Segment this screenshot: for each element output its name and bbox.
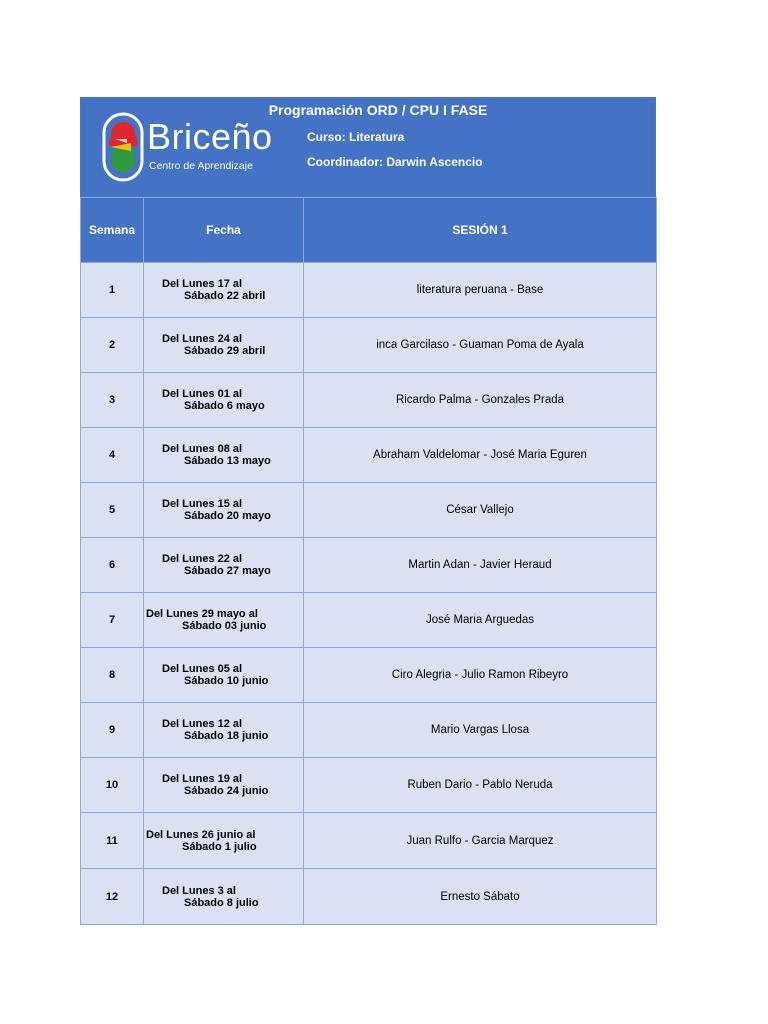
session-topic: Ciro Alegria - Julio Ramon Ribeyro	[304, 648, 657, 703]
week-number: 4	[81, 428, 144, 483]
column-header-sesion: SESIÓN 1	[304, 198, 657, 263]
table-row	[81, 483, 657, 538]
logo-wordmark: Briceño	[147, 116, 273, 157]
session-topic: Ernesto Sábato	[304, 869, 657, 925]
date-end: Sábado 24 junio	[184, 785, 269, 797]
week-number: 10	[81, 758, 144, 813]
session-topic: Mario Vargas Llosa	[304, 703, 657, 758]
week-number: 8	[81, 648, 144, 703]
week-number: 6	[81, 538, 144, 593]
page-title: Programación ORD / CPU I FASE	[268, 102, 488, 118]
date-end: Sábado 22 abril	[184, 290, 266, 302]
table-row	[81, 869, 657, 925]
session-topic: Ruben Dario - Pablo Neruda	[304, 758, 657, 813]
date-end: Sábado 6 mayo	[184, 400, 265, 412]
date-start: Del Lunes 24 al	[162, 333, 243, 345]
date-start: Del Lunes 22 al	[162, 553, 243, 565]
session-topic: José Maria Arguedas	[304, 593, 657, 648]
date-end: Sábado 18 junio	[184, 730, 269, 742]
table-row	[81, 373, 657, 428]
schedule-sheet	[80, 97, 656, 925]
session-topic: inca Garcilaso - Guaman Poma de Ayala	[304, 318, 657, 373]
week-number: 1	[81, 263, 144, 318]
column-header-fecha: Fecha	[144, 198, 304, 263]
table-row	[81, 758, 657, 813]
session-topic: Juan Rulfo - Garcia Marquez	[304, 813, 657, 869]
logo-subtitle: Centro de Aprendizaje	[149, 160, 253, 172]
date-start: Del Lunes 15 al	[162, 498, 243, 510]
date-start: Del Lunes 3 al	[162, 884, 236, 897]
week-number: 2	[81, 318, 144, 373]
week-number: 3	[81, 373, 144, 428]
schedule-table	[80, 197, 657, 925]
date-end: Sábado 03 junio	[182, 620, 267, 632]
date-start: Del Lunes 08 al	[162, 443, 243, 455]
briceno-logo-icon	[101, 112, 147, 184]
week-number: 9	[81, 703, 144, 758]
course-label: Curso: Literatura	[307, 130, 405, 144]
date-start: Del Lunes 17 al	[162, 278, 243, 290]
date-start: Del Lunes 29 mayo al	[146, 608, 258, 620]
table-row	[81, 318, 657, 373]
date-end: Sábado 27 mayo	[184, 565, 271, 577]
date-range	[144, 758, 304, 813]
table-row	[81, 428, 657, 483]
coordinator-label: Coordinador: Darwin Ascencio	[307, 155, 483, 169]
date-start: Del Lunes 12 al	[162, 718, 243, 730]
session-topic: Ricardo Palma - Gonzales Prada	[304, 373, 657, 428]
date-start: Del Lunes 05 al	[162, 663, 243, 675]
date-range	[144, 318, 304, 373]
column-header-semana: Semana	[81, 198, 144, 263]
week-number: 5	[81, 483, 144, 538]
date-start: Del Lunes 19 al	[162, 773, 243, 785]
date-range	[144, 869, 304, 925]
session-topic: César Vallejo	[304, 483, 657, 538]
date-range	[144, 593, 304, 648]
date-start: Del Lunes 01 al	[162, 388, 243, 400]
table-row	[81, 538, 657, 593]
table-row	[81, 593, 657, 648]
table-row	[81, 648, 657, 703]
date-end: Sábado 29 abril	[184, 345, 266, 357]
date-range	[144, 263, 304, 318]
date-end: Sábado 20 mayo	[184, 510, 271, 522]
table-header-row	[81, 198, 657, 263]
date-end: Sábado 13 mayo	[184, 455, 271, 467]
date-end: Sábado 1 julio	[182, 840, 257, 853]
session-topic: Abraham Valdelomar - José Maria Eguren	[304, 428, 657, 483]
date-range	[144, 813, 304, 869]
sheet-header	[80, 97, 656, 197]
table-row	[81, 703, 657, 758]
date-range	[144, 538, 304, 593]
briceno-logo	[101, 112, 281, 184]
table-row	[81, 813, 657, 869]
session-topic: Martin Adan - Javier Heraud	[304, 538, 657, 593]
date-range	[144, 373, 304, 428]
table-row	[81, 263, 657, 318]
date-end: Sábado 10 junio	[184, 675, 269, 687]
session-topic: literatura peruana - Base	[304, 263, 657, 318]
date-range	[144, 483, 304, 538]
date-start: Del Lunes 26 junio al	[146, 828, 256, 841]
date-range	[144, 648, 304, 703]
date-end: Sábado 8 julio	[184, 896, 259, 909]
week-number: 12	[81, 869, 144, 925]
date-range	[144, 703, 304, 758]
week-number: 11	[81, 813, 144, 869]
date-range	[144, 428, 304, 483]
week-number: 7	[81, 593, 144, 648]
